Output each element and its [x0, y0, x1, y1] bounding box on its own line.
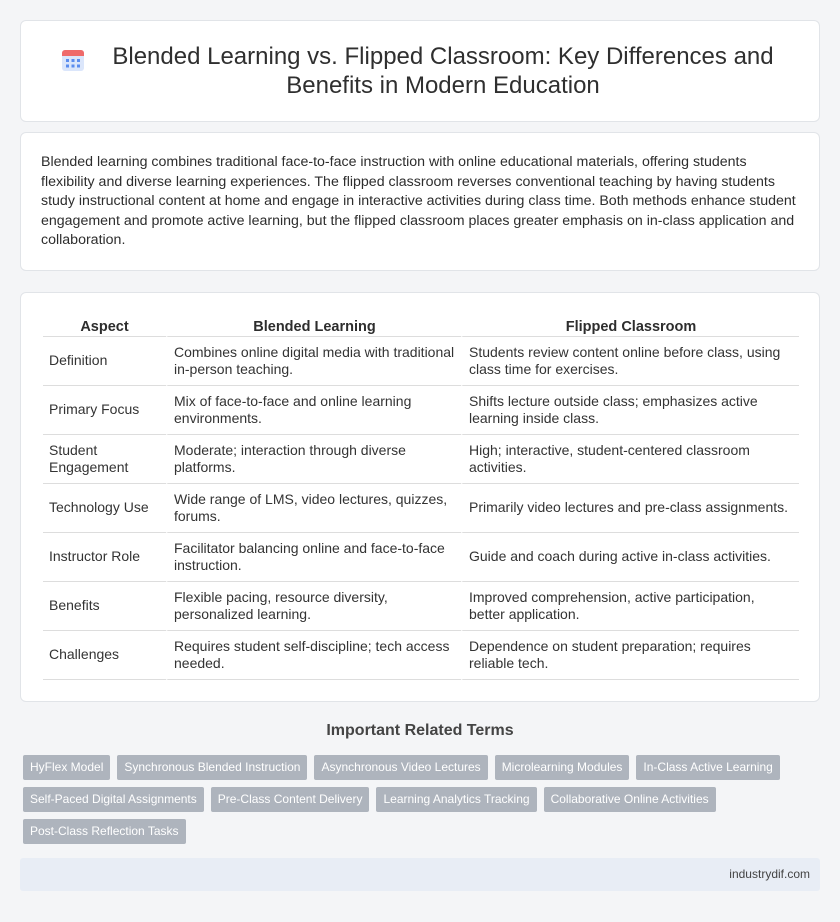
flipped-cell: Guide and coach during active in-class activities. — [461, 533, 799, 582]
flipped-cell: Improved comprehension, active participation, better application. — [461, 582, 799, 631]
blended-cell: Requires student self-discipline; tech access needed. — [166, 631, 461, 680]
table-row — [43, 484, 799, 533]
table-row — [43, 435, 799, 484]
calendar-grid-icon — [60, 47, 86, 73]
header-aspect: Aspect — [43, 311, 166, 337]
aspect-cell: Technology Use — [43, 484, 166, 533]
footer — [20, 858, 820, 891]
blended-cell: Combines online digital media with traditional in-person teaching. — [166, 337, 461, 386]
table-row — [43, 337, 799, 386]
title-card — [20, 20, 820, 122]
table-header-row — [43, 311, 799, 337]
header-flipped-classroom: Flipped Classroom — [461, 311, 799, 337]
blended-cell: Mix of face-to-face and online learning environments. — [166, 386, 461, 435]
comparison-table — [43, 311, 799, 680]
aspect-cell: Definition — [43, 337, 166, 386]
related-terms-title: Important Related Terms — [326, 722, 514, 739]
blended-cell: Wide range of LMS, video lectures, quizzes, forums. — [166, 484, 461, 533]
table-row — [43, 582, 799, 631]
aspect-cell: Challenges — [43, 631, 166, 680]
flipped-cell: High; interactive, student-centered classroom activities. — [461, 435, 799, 484]
tag-microlearning-modules[interactable]: Microlearning Modules — [495, 755, 630, 780]
flipped-cell: Dependence on student preparation; requires reliable tech. — [461, 631, 799, 680]
tag-pre-class-content-delivery[interactable]: Pre-Class Content Delivery — [211, 787, 370, 812]
tag-hyflex-model[interactable]: HyFlex Model — [23, 755, 110, 780]
aspect-cell: Primary Focus — [43, 386, 166, 435]
flipped-cell: Shifts lecture outside class; emphasizes active learning inside class. — [461, 386, 799, 435]
footer-site-name: industrydif.com — [729, 867, 810, 881]
tag-collaborative-online-activities[interactable]: Collaborative Online Activities — [544, 787, 716, 812]
flipped-cell: Primarily video lectures and pre-class assignments. — [461, 484, 799, 533]
table-row — [43, 631, 799, 680]
table-row — [43, 386, 799, 435]
title-wrap — [60, 42, 780, 100]
tag-learning-analytics-tracking[interactable]: Learning Analytics Tracking — [376, 787, 536, 812]
blended-cell: Flexible pacing, resource diversity, personalized learning. — [166, 582, 461, 631]
intro-card — [20, 132, 820, 271]
tag-post-class-reflection-tasks[interactable]: Post-Class Reflection Tasks — [23, 819, 186, 844]
header-blended-learning: Blended Learning — [166, 311, 461, 337]
page-title: Blended Learning vs. Flipped Classroom: Key Differences and Benefits in Modern Education — [112, 43, 774, 99]
aspect-cell: Student Engagement — [43, 435, 166, 484]
aspect-cell: Instructor Role — [43, 533, 166, 582]
related-terms-tags — [23, 755, 823, 851]
table-row — [43, 533, 799, 582]
aspect-cell: Benefits — [43, 582, 166, 631]
tag-in-class-active-learning[interactable]: In-Class Active Learning — [636, 755, 779, 780]
flipped-cell: Students review content online before class, using class time for exercises. — [461, 337, 799, 386]
intro-paragraph: Blended learning combines traditional face-to-face instruction with online educational materials, offering students flexibility and diverse learning experiences. The flipped classroom reverses conventional teaching by having students study instructional content at home and engage in interactive activities during class time. Both methods enhance student engagement and promote active learning, but the flipped classroom places greater emphasis on in-class application and collaboration. — [41, 154, 796, 249]
tag-synchronous-blended-instruction[interactable]: Synchronous Blended Instruction — [117, 755, 307, 780]
tag-asynchronous-video-lectures[interactable]: Asynchronous Video Lectures — [314, 755, 487, 780]
blended-cell: Moderate; interaction through diverse platforms. — [166, 435, 461, 484]
blended-cell: Facilitator balancing online and face-to-face instruction. — [166, 533, 461, 582]
comparison-table-card — [20, 292, 820, 702]
tag-self-paced-digital-assignments[interactable]: Self-Paced Digital Assignments — [23, 787, 204, 812]
